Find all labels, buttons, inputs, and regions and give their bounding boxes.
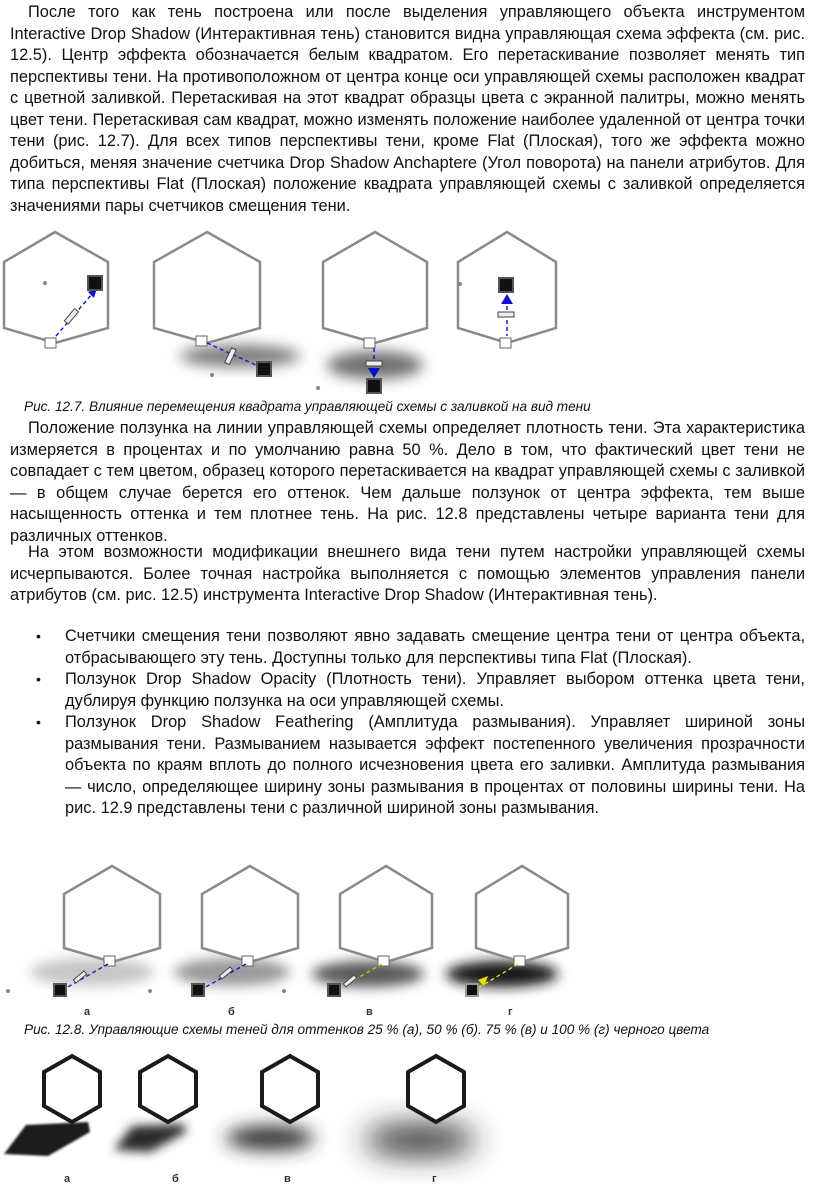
fig12-8-panel-b: [148, 866, 298, 1018]
list-item-text: Ползунок Drop Shadow Opacity (Плотность тени). Управляет выбором оттенка цвета тени, дублируя функцию ползунка на оси управляющей схемы.: [65, 670, 805, 710]
list-item-text: Счетчики смещения тени позволяют явно задавать смещение центра тени от центра объекта, отбрасывающего эту тень. Доступны только для перспективы типа Flat (Плоская).: [65, 627, 805, 667]
fig12-9-label-a: а: [64, 1173, 71, 1185]
fig12-8-panel-a: [6, 866, 160, 1018]
fig12-9-panel-c: [226, 1056, 318, 1185]
fig12-9-label-b: б: [172, 1173, 179, 1185]
paragraph-2: Положение ползунка на линии управляющей схемы определяет плотность тени. Эта характеристика измеряется в процентах и по умолчанию равна 50 %. Дело в том, что фактический цвет тени не совпадает с тем цветом, образец которого перетаскивается на квадрат управляющей схемы с заливкой — в общем случае берется его оттенок. Чем дальше ползунок от центра эффекта, тем выше насыщенность оттенка и тем плотнее тень. На рис. 12.8 представлены четыре варианта тени для различных оттенков.: [10, 419, 805, 545]
paragraph-1: После того как тень построена или после выделения управляющего объекта инструментом Interactive Drop Shadow (Интерактивная тень) становится видна управляющая схема эффекта (см. рис. 12.5). Центр эффекта обозначается белым квадратом. Его перетаскивание позволяет менять тип перспективы тени. На противоположном от центра конце оси управляющей схемы расположен квадрат с цветной заливкой. Перетаскивая на этот квадрат образцы цвета с экранной палитры, можно менять цвет тени. Перетаскивая сам квадрат, можно изменять положение наиболее удаленной от центра точки тени (рис. 12.7). Для всех типов перспективы тени, кроме Flat (Плоская), того же эффекта можно добиться, меняя значение счетчика Drop Shadow Anchaptere (Угол поворота) на панели атрибутов. Для типа перспективы Flat (Плоская) положение квадрата управляющей схемы с заливкой определяется значениями пары счетчиков смещения тени.: [10, 3, 805, 215]
paragraph-3: На этом возможности модификации внешнего вида тени путем настройки управляющей схемы исчерпываются. Более точная настройка выполняется с помощью элементов управления панели атрибутов (см. рис. 12.5) инструмента Interactive Drop Shadow (Интерактивная тень).: [10, 543, 805, 604]
fig12-8-label-d: г: [508, 1006, 513, 1018]
fig12-7-panel-d: [458, 232, 556, 348]
fig12-9-label-c: в: [284, 1173, 291, 1185]
fig12-9-panel-b: [114, 1056, 196, 1185]
fig12-8-label-b: б: [228, 1006, 235, 1018]
figure-12-7: [0, 228, 816, 396]
bullet-list: [10, 626, 805, 820]
fig12-9-panel-d: [364, 1056, 476, 1185]
caption-fig-12-7: Рис. 12.7. Влияние перемещения квадрата управляющей схемы с заливкой на вид тени: [24, 399, 591, 414]
list-item: [10, 626, 805, 669]
fig12-8-label-c: в: [366, 1006, 373, 1018]
list-item: [10, 712, 805, 820]
list-item-text: Ползунок Drop Shadow Feathering (Амплитуда размывания). Управляет шириной зоны размывания тени. Размыванием называется эффект постепенного увеличения прозрачности объекта по краям вплоть до полного исчезновения цвета его заливки. Амплитуда размывания — число, определяющее ширину зоны размывания в процентах от половины ширины тени. На рис. 12.9 представлены тени с различной шириной зоны размывания.: [65, 713, 805, 817]
bullet-marker: •: [36, 628, 41, 644]
fig12-9-label-d: г: [432, 1173, 437, 1185]
caption-fig-12-8: Рис. 12.8. Управляющие схемы теней для оттенков 25 % (а), 50 % (б). 75 % (в) и 100 % (г) черного цвета: [24, 1022, 710, 1037]
bullet-marker: •: [36, 714, 41, 730]
fig12-8-panel-d: [446, 866, 568, 1018]
figure-12-8: [0, 858, 816, 1018]
figure-12-9: [0, 1040, 816, 1189]
fig12-7-panel-b: [154, 232, 300, 377]
fig12-7-panel-c: [316, 232, 427, 393]
fig12-7-panel-a: [4, 232, 108, 348]
fig12-9-panel-a: [4, 1056, 100, 1185]
fig12-8-panel-c: [282, 866, 432, 1018]
list-item: [10, 669, 805, 712]
fig12-8-label-a: а: [84, 1006, 91, 1018]
bullet-marker: •: [36, 671, 41, 687]
